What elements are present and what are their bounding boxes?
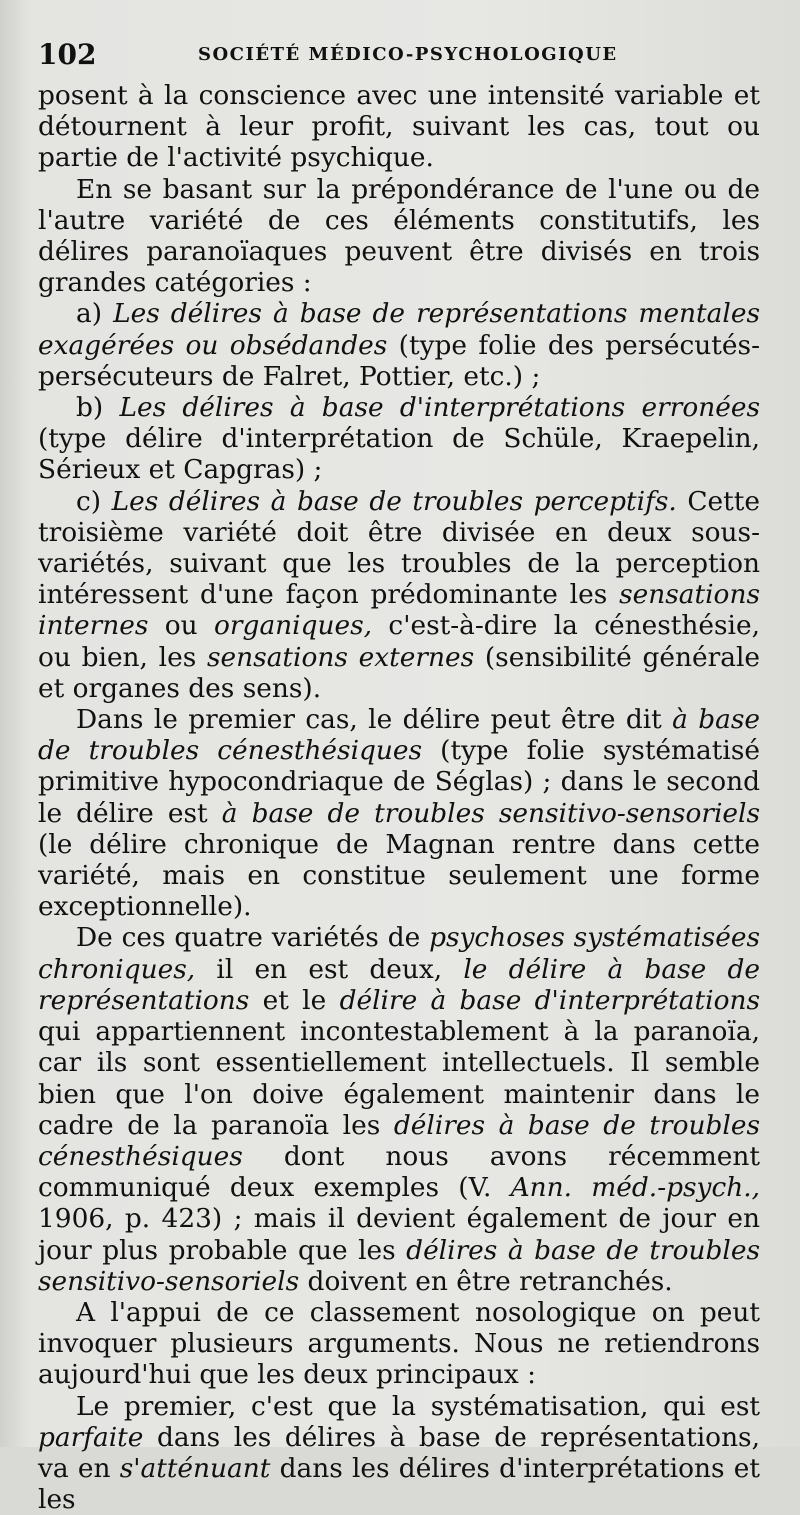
italic-text: Ann. méd.-psych., xyxy=(510,1172,761,1204)
text-run: Dans le premier cas, le délire peut être dit xyxy=(76,704,673,736)
italic-text: sensations externes xyxy=(207,641,475,673)
text-run: (le délire chronique de Magnan rentre dans cette variété, mais en constitue seulement une forme exceptionnelle). xyxy=(38,828,760,923)
italic-text: psychoses systématisées chroniques, xyxy=(38,922,760,985)
italic-text: parfaite xyxy=(38,1421,144,1453)
text-run: 1906, p. 423) ; mais il devient également de jour en jour plus probable que les xyxy=(38,1203,760,1266)
running-head: SOCIÉTÉ MÉDICO-PSYCHOLOGIQUE xyxy=(198,44,618,65)
item-label: b) xyxy=(76,392,120,424)
text-run: dans les délires à base de représentations, va en xyxy=(38,1421,760,1484)
paragraph-3 xyxy=(38,704,760,922)
italic-text: à base de troubles cénesthésiques xyxy=(38,704,760,767)
item-label: a) xyxy=(76,298,114,330)
text-run: et le xyxy=(249,984,340,1016)
item-text: (type délire d'interprétation de Schüle, Kraepelin, Sérieux et Capgras) ; xyxy=(38,423,760,486)
italic-text: sensations internes xyxy=(38,579,760,642)
italic-text: à base de troubles sensitivo-sensoriels xyxy=(221,797,760,829)
italic-text: Les délires à base d'interprétations erronées xyxy=(119,392,760,424)
italic-text: Les délires à base de troubles perceptifs. xyxy=(111,485,677,517)
list-item-a xyxy=(38,298,760,392)
page-number: 102 xyxy=(38,38,97,71)
paragraph-5: A l'appui de ce classement nosologique on peut invoquer plusieurs arguments. Nous ne retiendrons aujourd'hui que les deux principaux : xyxy=(38,1296,760,1391)
item-text: (sensibilité générale et organes des sens). xyxy=(38,641,760,704)
italic-text: délire à base d'interprétations xyxy=(339,984,760,1016)
text-run: De ces quatre variétés de xyxy=(76,922,430,954)
body-text xyxy=(38,80,760,1515)
text-run: doivent en être retranchés. xyxy=(299,1265,673,1297)
italic-text: organiques, xyxy=(214,610,373,642)
text-run: qui appartiennent incontestablement à la paranoïa, car ils sont essentiellement intellectuels. Il semble bien que l'on doive également maintenir dans le cadre de la paranoïa les xyxy=(38,1016,760,1141)
text-run: il en est deux, xyxy=(195,953,464,985)
text-run: (type folie systématisé primitive hypocondriaque de Séglas) ; dans le second le délire est xyxy=(38,735,761,829)
paragraph-4 xyxy=(38,922,760,1296)
item-text: c'est-à-dire la cénesthésie, ou bien, les xyxy=(38,610,761,673)
italic-text: le délire à base de représentations xyxy=(38,953,760,1016)
text-run: dont nous avons récemment communiqué deux exemples (V. xyxy=(38,1140,760,1204)
item-text: (type folie des persécutés-persécuteurs de Falret, Pottier, etc.) ; xyxy=(38,329,760,392)
italic-text: s'atténuant xyxy=(119,1452,271,1484)
item-text: ou xyxy=(148,610,215,642)
paragraph-1: posent à la conscience avec une intensité variable et détournent à leur profit, suivant les cas, tout ou partie de l'activité psychique. xyxy=(38,80,760,174)
item-label: c) xyxy=(76,485,112,517)
paragraph-2: En se basant sur la prépondérance de l'une ou de l'autre variété de ces éléments constitutifs, les délires paranoïaques peuvent être divisés en trois grandes catégories : xyxy=(38,173,760,299)
text-run: Le premier, c'est que la systématisation, qui est xyxy=(76,1390,760,1422)
italic-text: délires à base de troubles sensitivo-sensoriels xyxy=(38,1234,760,1297)
page-header xyxy=(38,38,758,70)
list-item-c xyxy=(38,486,760,704)
list-item-b xyxy=(38,392,760,486)
italic-text: délires à base de troubles cénesthésiques xyxy=(38,1109,760,1172)
text-run: dans les délires d'interprétations et les xyxy=(38,1452,760,1515)
item-text: Cette troisième variété doit être divisée en deux sous-variétés, suivant que les troubles de la perception intéressent d'une façon prédominante les xyxy=(38,485,760,611)
italic-text: Les délires à base de représentations mentales exagérées ou obsédandes xyxy=(38,298,760,361)
paragraph-6 xyxy=(38,1391,760,1515)
